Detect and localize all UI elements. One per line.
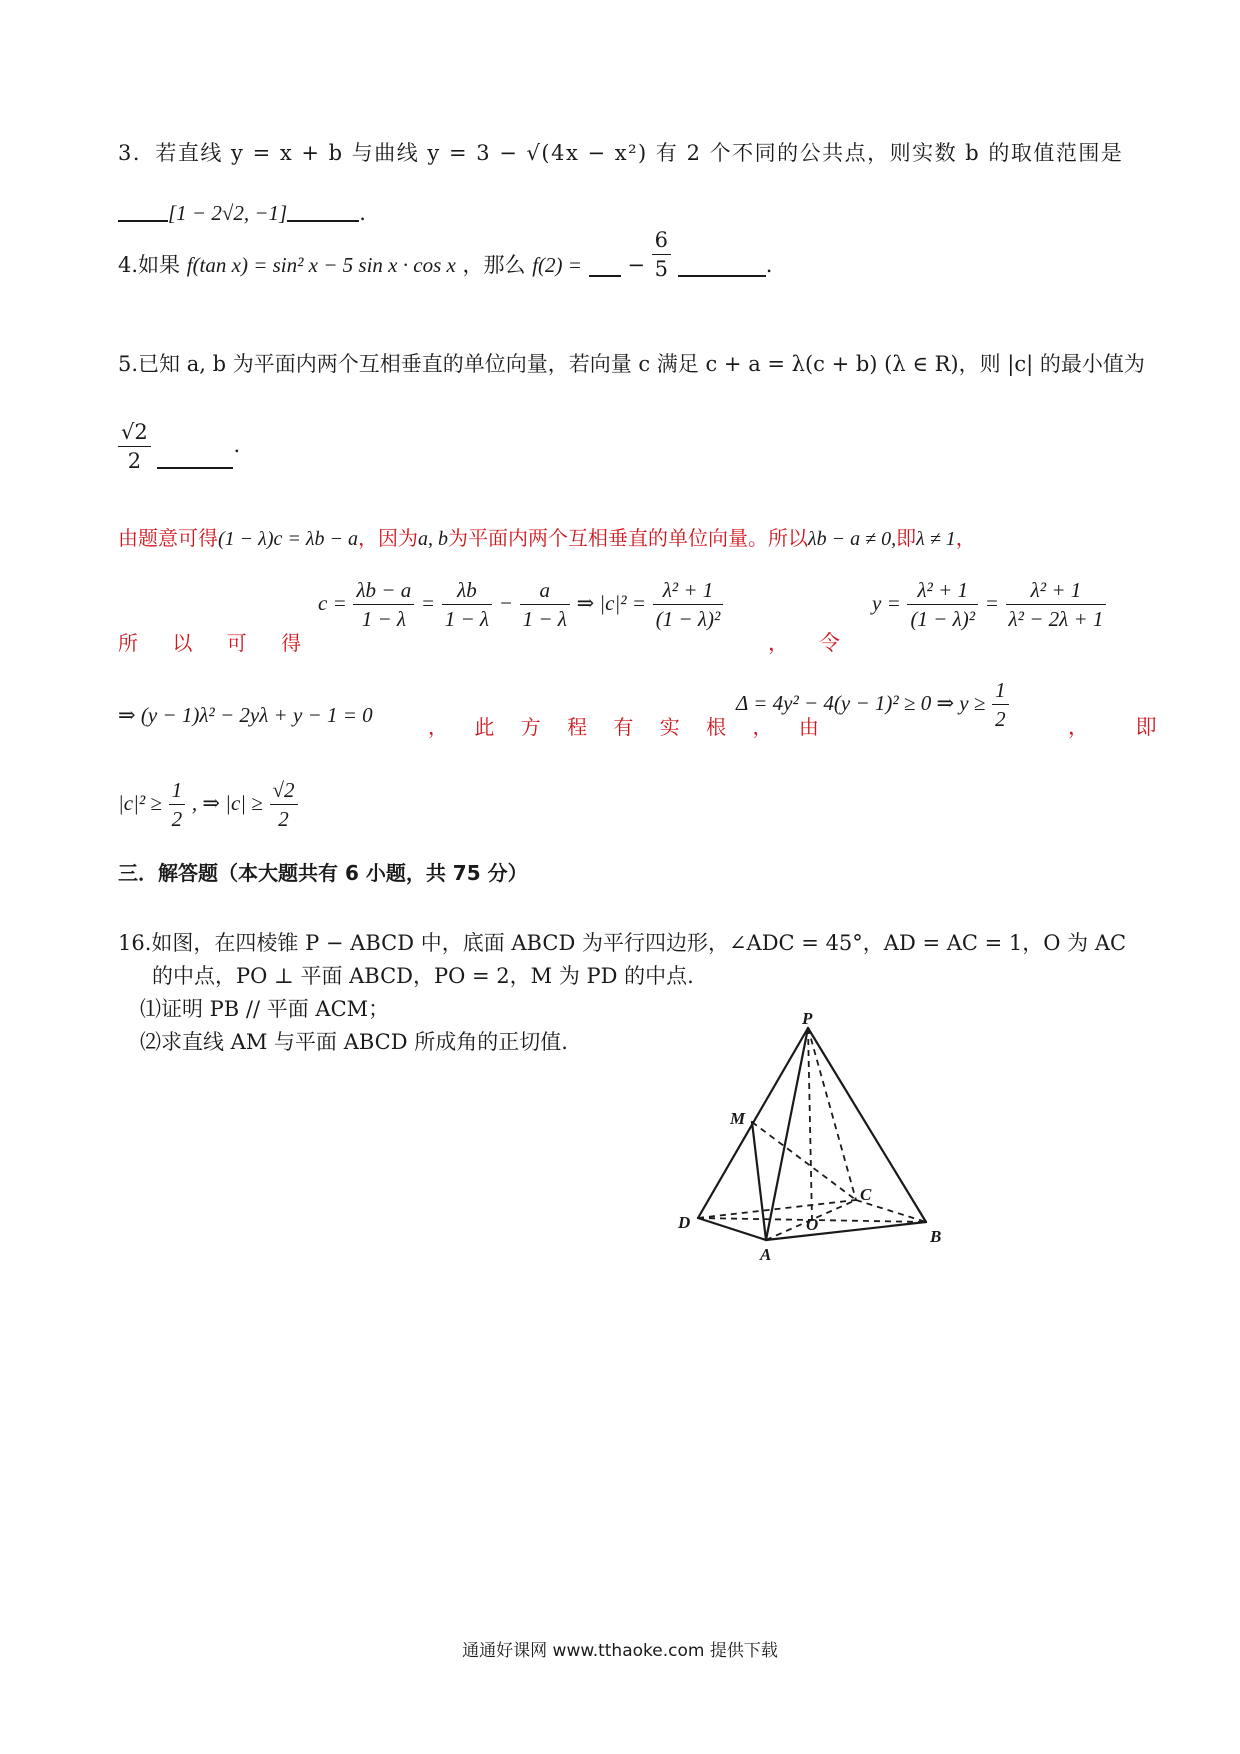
sol-l2-f6-den: λ² − 2λ + 1 <box>1008 607 1104 631</box>
sol-l1-h: λ ≠ 1 <box>916 528 956 550</box>
q4-answer-fraction <box>652 226 671 283</box>
q16-line1: 16.如图，在四棱锥 P − ABCD 中，底面 ABCD 为平行四边形，∠ADC = 45°，AD = AC = 1，O 为 AC <box>118 931 1127 955</box>
sol-l2-f4 <box>653 576 724 633</box>
sol-l4-half-den: 2 <box>171 807 183 831</box>
sol-l2-f2 <box>442 576 492 633</box>
sol-l1-g: 即 <box>896 526 917 550</box>
answer-blank-left <box>589 271 621 277</box>
sol-l1-d: a, b <box>418 528 449 550</box>
q5-answer-num: √2 <box>118 418 151 447</box>
sol-l2-f6 <box>1006 576 1107 633</box>
label-A: A <box>760 1245 772 1264</box>
sol-l2-y: y = <box>872 591 901 615</box>
sol-l2-abs: ⇒ |c|² = <box>576 591 646 615</box>
solution-line3-delta <box>736 676 1009 733</box>
sol-l4-f-num: √2 <box>270 776 298 805</box>
sol-l2-label: 所 以 可 得 <box>118 631 316 655</box>
sol-l1-c: ，因为 <box>358 526 419 550</box>
sol-l2-f3 <box>520 576 570 633</box>
edge-DC <box>698 1200 856 1218</box>
edge-PO <box>808 1028 812 1220</box>
q3-line1: 3．若直线 y = x + b 与曲线 y = 3 − √(4x − x²) 有 2 个不同的公共点，则实数 b 的取值范围是 <box>118 141 1124 165</box>
q3-answer-line <box>118 198 366 228</box>
label-O: O <box>806 1215 819 1234</box>
sol-l3-a: ⇒ (y − 1)λ² − 2yλ + y − 1 = 0 <box>118 703 373 727</box>
sol-l2-f3-num: a <box>520 576 570 605</box>
edge-PC <box>808 1028 856 1200</box>
sol-l2-f1-den: 1 − λ <box>361 607 406 631</box>
sol-l1-f: λb − a ≠ 0, <box>808 528 897 550</box>
sol-l1-e: 为平面内两个互相垂直的单位向量。所以 <box>448 526 809 550</box>
sol-l2-comma-ling <box>768 628 870 658</box>
sol-l4-half <box>169 776 186 833</box>
sol-l1-i: ， <box>955 526 976 550</box>
page-footer: 通通好课网 www.tthaoke.com 提供下载 <box>462 1641 778 1661</box>
edge-MA <box>752 1122 766 1240</box>
sol-l2-f2-den: 1 − λ <box>444 607 490 631</box>
solution-line4 <box>118 776 298 833</box>
q5-answer-fraction <box>118 418 151 475</box>
sol-l4-a: |c|² ≥ <box>118 791 162 815</box>
q16-part1: ⑴证明 PB // 平面 ACM； <box>140 997 390 1021</box>
sol-l2-f5-num: λ² + 1 <box>907 576 978 605</box>
section-heading: 三．解答题（本大题共有 6 小题，共 75 分） <box>118 861 528 885</box>
q16-line2: 的中点，PO ⊥ 平面 ABCD，PO = 2，M 为 PD 的中点. <box>152 964 694 988</box>
sol-l2-eq2: = <box>984 591 999 615</box>
q3-answer: [1 − 2√2, −1] <box>168 201 288 225</box>
q4-answer-den: 5 <box>654 257 668 281</box>
pyramid-figure <box>660 1010 960 1270</box>
sol-l2-f5 <box>907 576 978 633</box>
solution-line1 <box>118 523 976 554</box>
sol-l2-ling: 令 <box>819 631 870 655</box>
answer-blank-left <box>118 216 168 222</box>
sol-l2-comma: ， <box>768 631 819 655</box>
q4-line <box>118 228 773 283</box>
edge-MC <box>752 1122 856 1200</box>
answer-blank-right <box>678 271 766 277</box>
sol-l3-half-den: 2 <box>995 707 1006 731</box>
sol-l3-half <box>992 676 1009 733</box>
q4-answer-num: 6 <box>652 226 671 255</box>
sol-l1-b: (1 − λ)c = λb − a <box>218 528 359 550</box>
sol-l1-a: 由题意可得 <box>118 526 218 550</box>
q5-line1: 5.已知 a, b 为平面内两个互相垂直的单位向量，若向量 c 满足 c + a = λ(c + b) (λ ∈ R)，则 |c| 的最小值为 <box>118 352 1145 376</box>
solution-line2-y <box>872 576 1106 633</box>
label-B: B <box>930 1227 942 1246</box>
q5-answer-den: 2 <box>127 449 142 473</box>
sol-l2-f4-num: λ² + 1 <box>653 576 724 605</box>
sol-l2-f5-den: (1 − λ)² <box>910 607 975 631</box>
sol-l4-f-den: 2 <box>278 807 289 831</box>
label-M: M <box>730 1109 746 1128</box>
q4-end: . <box>765 253 773 277</box>
edge-DA <box>698 1218 766 1240</box>
solution-line2-formula <box>318 576 723 633</box>
q4-lhs: f(2) = <box>532 253 582 277</box>
sol-l4-half-num: 1 <box>169 776 186 805</box>
sol-l2-f1 <box>353 576 414 633</box>
sol-l2-f6-num: λ² + 1 <box>1006 576 1107 605</box>
sol-l2-f4-den: (1 − λ)² <box>655 607 721 631</box>
q4-mid: ，那么 <box>462 253 526 277</box>
q5-answer-line <box>118 418 240 475</box>
sol-l2-f1-num: λb − a <box>353 576 414 605</box>
answer-blank-right <box>287 216 359 222</box>
q4-answer-sign: − <box>627 253 645 277</box>
sol-l4-b: , ⇒ |c| ≥ <box>191 791 263 815</box>
sol-l2-f2-num: λb <box>442 576 492 605</box>
q4-expr: f(tan x) = sin² x − 5 sin x · cos x <box>186 253 456 277</box>
sol-l3-c: Δ = 4y² − 4(y − 1)² ≥ 0 ⇒ y ≥ <box>736 691 986 715</box>
label-D: D <box>678 1213 691 1232</box>
edge-AB <box>766 1222 926 1240</box>
sol-l2-minus: − <box>498 591 513 615</box>
label-C: C <box>860 1185 872 1204</box>
sol-l2-f3-den: 1 − λ <box>522 607 567 631</box>
sol-l3-b: ， 此 方 程 有 实 根 ， 由 <box>428 715 829 739</box>
sol-l3-d: ， 即 <box>1068 715 1177 739</box>
sol-l4-f <box>270 776 298 833</box>
label-P: P <box>802 1010 813 1028</box>
sol-l2-c-eq: c = <box>318 591 347 615</box>
q16-part2: ⑵求直线 AM 与平面 ABCD 所成角的正切值. <box>140 1030 568 1054</box>
answer-blank <box>157 463 233 469</box>
q4-prefix: 4.如果 <box>118 253 181 277</box>
sol-l3-half-num: 1 <box>992 676 1009 705</box>
q3-end: . <box>359 201 366 225</box>
q5-end: . <box>233 433 241 457</box>
sol-l2-eq1: = <box>420 591 436 615</box>
